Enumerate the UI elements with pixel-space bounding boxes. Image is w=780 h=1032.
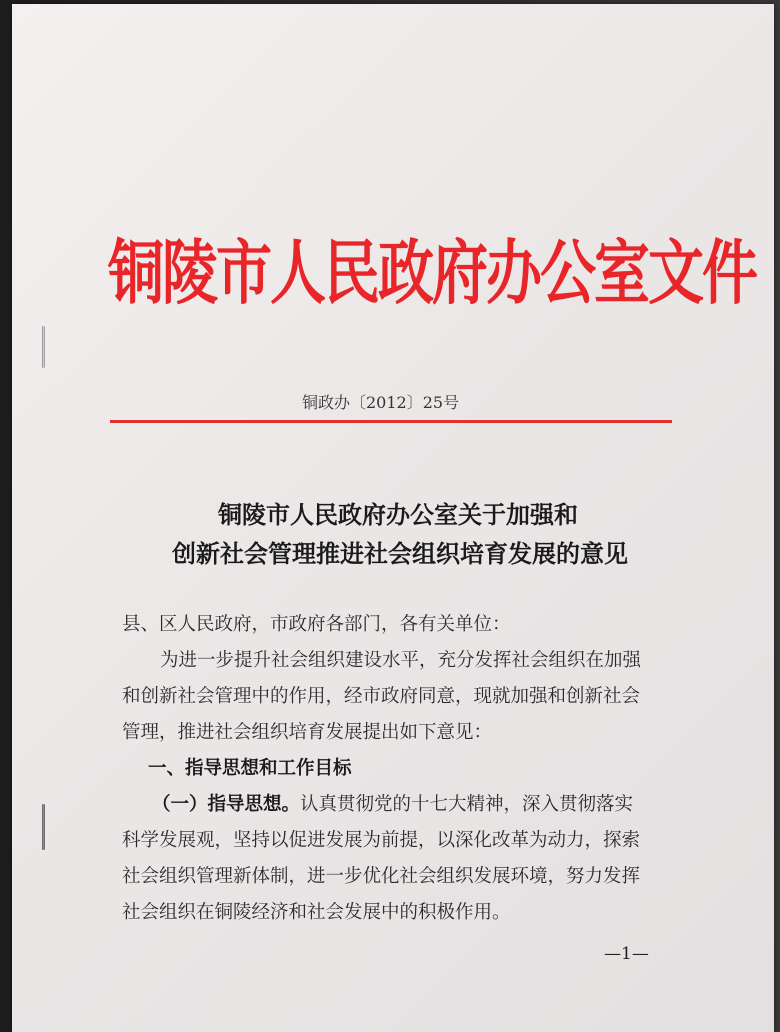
intro-line-2: 和创新社会管理中的作用，经市政府同意，现就加强和创新社会 bbox=[122, 686, 641, 707]
intro-line-3: 管理，推进社会组织培育发展提出如下意见： bbox=[122, 722, 493, 743]
intro-line-1: 为进一步提升社会组织建设水平，充分发挥社会组织在加强 bbox=[160, 650, 642, 671]
subsection-1-line-2: 科学发展观，坚持以促进发展为前提，以深化改革为动力，探索 bbox=[122, 830, 641, 851]
subsection-1-line-1-text: 认真贯彻党的十七大精神，深入贯彻落实 bbox=[300, 794, 634, 815]
document-title-line-1: 铜陵市人民政府办公室关于加强和 bbox=[218, 500, 578, 529]
red-divider-line bbox=[110, 420, 672, 423]
subsection-1-line-4: 社会组织在铜陵经济和社会发展中的积极作用。 bbox=[122, 902, 511, 923]
document-number: 铜政办〔2012〕25号 bbox=[302, 393, 460, 412]
subsection-1-line-1 bbox=[152, 790, 633, 816]
page-number: —1— bbox=[604, 944, 649, 964]
section-1-heading: 一、指导思想和工作目标 bbox=[148, 758, 352, 779]
staple-bottom bbox=[42, 804, 45, 850]
staple-top bbox=[42, 326, 45, 368]
addressee: 县、区人民政府，市政府各部门，各有关单位： bbox=[122, 614, 511, 635]
subsection-1-line-3: 社会组织管理新体制，进一步优化社会组织发展环境，努力发挥 bbox=[122, 866, 641, 887]
subsection-1-label: （一）指导思想。 bbox=[152, 794, 301, 815]
masthead-title: 铜陵市人民政府办公室文件 bbox=[108, 231, 756, 315]
document-title-line-2: 创新社会管理推进社会组织培育发展的意见 bbox=[172, 539, 628, 568]
